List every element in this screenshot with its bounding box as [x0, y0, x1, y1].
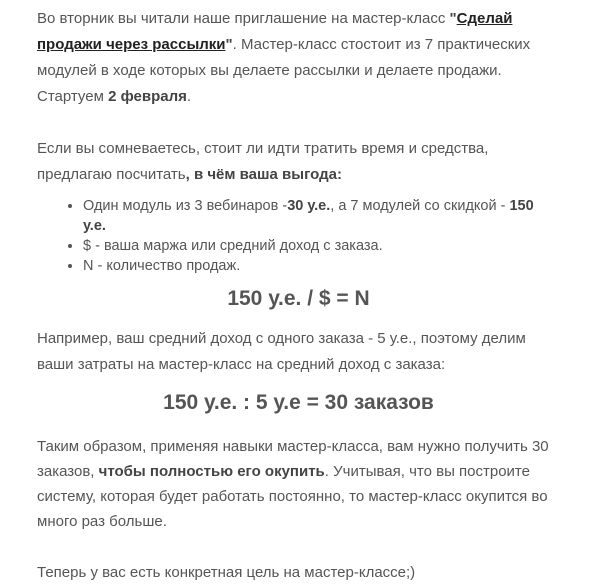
bullet-list	[37, 196, 560, 276]
bold-text: , в чём ваша выгода:	[185, 166, 342, 183]
start-date: 2 февраля	[108, 88, 187, 105]
text: Таким образом, применяя навыки мастер-класса, вам нужно получить 30 заказов,	[37, 438, 549, 480]
example-paragraph: Например, ваш средний доход с одного заказа - 5 у.е., поэтому делим ваши затраты на мастер-класс на средний доход с заказа:	[37, 330, 526, 373]
list-item: • N - количество продаж.	[83, 256, 560, 276]
formula-1: 150 у.е. / $ = N	[227, 287, 370, 310]
benefit-paragraph	[37, 136, 560, 188]
quote: "	[225, 36, 233, 53]
text: . Мастер-класс стостоит из 7 практических модулей в ходе которых вы делаете рассылки и делаете продажи. Стартуем	[37, 36, 531, 105]
text: .	[186, 88, 192, 105]
bold-text: чтобы полностью его окупить	[98, 463, 325, 480]
text: Один модуль из 3 вебинаров -	[83, 198, 288, 214]
closing-paragraph: Теперь у вас есть конкретная цель на мастер-классе;)	[37, 564, 416, 581]
text: , а 7 модулей со скидкой -	[330, 198, 510, 214]
bold-text: 150 у.е.	[83, 198, 534, 234]
intro-paragraph	[37, 6, 560, 110]
list-item	[83, 196, 560, 236]
masterclass-link[interactable]: Сделай продажи через рассылки	[37, 10, 513, 53]
formula-2: 150 у.е. : 5 у.е = 30 заказов	[163, 391, 434, 414]
text: Если вы сомневаетесь, стоит ли идти тратить время и средства, предлагаю посчитать	[37, 140, 489, 183]
conclusion-paragraph	[37, 434, 560, 534]
text: . Учитывая, что вы построите систему, которая будет работать постоянно, то мастер-класс окупится во много раз больше.	[37, 463, 548, 530]
text: Во вторник вы читали наше приглашение на мастер-класс	[37, 10, 450, 27]
list-item: • $ - ваша маржа или средний доход с заказа.	[83, 236, 560, 256]
bold-text: 30 у.е.	[287, 198, 331, 214]
quote: "	[449, 10, 457, 27]
